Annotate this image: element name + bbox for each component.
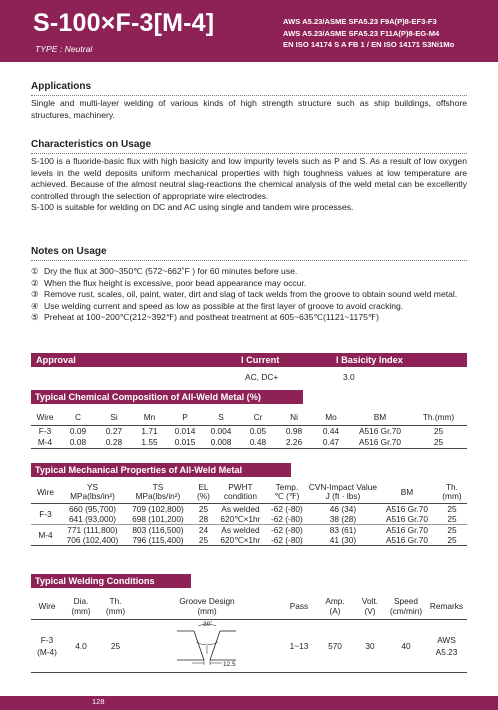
cell: 0.08 — [69, 437, 87, 447]
cell: -62 (-80) — [271, 524, 303, 535]
col-header — [386, 595, 426, 619]
page-number: 128 — [92, 697, 105, 706]
cell-line: A5.23 — [435, 646, 458, 657]
header-line: Th. — [445, 481, 458, 492]
approval-label: Approval — [36, 354, 76, 365]
cell: A516 Gr.70 — [359, 437, 401, 447]
header-line: (mm) — [105, 605, 126, 616]
cell: F-3 — [38, 426, 52, 436]
header-line: (cm/min) — [389, 605, 423, 616]
cell: 1.55 — [141, 437, 158, 447]
item-number: ④ — [31, 300, 39, 311]
wire-cell: F-3 — [39, 508, 52, 519]
col-header: C — [75, 411, 81, 422]
cell: 25 — [447, 534, 457, 545]
current-value: AC, DC+ — [245, 372, 279, 382]
spec-list — [283, 16, 454, 51]
cell: A516 Gr.70 — [385, 503, 428, 514]
basicity-label: I Basicity Index — [336, 354, 403, 365]
approval-bar — [31, 353, 467, 367]
table-row — [31, 425, 467, 437]
cell: 41 (30) — [329, 534, 357, 545]
cell: A516 Gr.70 — [359, 426, 401, 436]
table-row — [31, 437, 467, 449]
cell: 0.008 — [210, 437, 232, 447]
cell: 1.71 — [141, 426, 158, 436]
groove-diagram-cell — [132, 619, 282, 672]
col-header: S — [218, 411, 224, 422]
spec-line: EN ISO 14174 S A FB 1 / EN ISO 14171 S3Ni1Mo — [283, 40, 455, 49]
groove-diagram — [132, 620, 282, 670]
header-line: CVN-Impact Value — [308, 481, 377, 492]
cell: 28 — [198, 513, 209, 524]
col-header — [309, 482, 377, 503]
cell: 25 — [433, 426, 444, 436]
cond-title-bar — [31, 574, 191, 588]
col-header — [132, 595, 282, 619]
cond-title: Typical Welding Conditions — [35, 575, 155, 586]
usage-list — [31, 266, 467, 324]
table-row — [31, 619, 467, 672]
header-line: condition — [223, 491, 258, 502]
table-row — [31, 503, 467, 514]
header-line: (mm) — [197, 605, 217, 616]
footer-bar — [0, 696, 498, 710]
cond-header-row — [31, 595, 467, 619]
spec-line: AWS A5.23/ASME SFA5.23 F9A(P)8-EF3-F3 — [283, 17, 437, 26]
groove-angle-label: 30˚ — [203, 620, 213, 628]
col-header: Mo — [325, 411, 337, 422]
usage-item — [31, 301, 467, 313]
cell: 0.98 — [285, 426, 303, 436]
header-line: TS — [152, 481, 164, 492]
cell: 0.014 — [174, 426, 196, 436]
col-header: Cr — [253, 411, 263, 422]
cell: 0.27 — [105, 426, 123, 436]
item-number: ⑤ — [31, 312, 39, 322]
col-header — [216, 482, 265, 503]
cell: 25 — [198, 503, 209, 514]
cell: 771 (111,800) — [67, 524, 118, 535]
table-row — [31, 514, 467, 525]
cell: 25 — [110, 640, 121, 651]
cell: 620℃×1hr — [220, 513, 261, 524]
cell-line: (M-4) — [37, 646, 57, 657]
spec-line: AWS A5.23/ASME SFA5.23 F11A(P)8-EG-M4 — [283, 28, 440, 38]
cell: 38 (28) — [329, 513, 357, 524]
cell: 0.28 — [105, 437, 123, 447]
table-row — [31, 535, 467, 546]
cell: -62 (-80) — [271, 503, 303, 514]
cell: 40 — [401, 640, 411, 651]
usage-item — [31, 278, 467, 290]
item-number: ② — [31, 277, 39, 288]
cell: 706 (102,400) — [66, 534, 119, 545]
header-line: Volt. — [361, 596, 379, 607]
table-row — [31, 524, 467, 535]
col-header — [437, 482, 467, 503]
cell: 0.004 — [210, 426, 232, 436]
header-line: YS — [86, 481, 99, 492]
header-line: Amp. — [325, 596, 345, 607]
cell: 25 — [447, 503, 457, 514]
characteristics-paragraph: S-100 is a fluoride-basic flux with high basicity and low impurity levels such as P and S. As a result of low oxygen levels in the weld deposits uniform mechanical properties with high toughness values at low temperature are achieved. Because of the almost neutral slag-reactions the chemical analysis of the weld metal can be excellently controlled through the selection of appropriate wire electrodes. — [31, 156, 467, 201]
cell: 0.05 — [249, 426, 267, 436]
cell: 570 — [328, 640, 342, 651]
characteristics-text — [31, 156, 467, 214]
chem-header-row — [31, 410, 467, 425]
mech-title-bar — [31, 463, 291, 477]
header-line: Th. — [109, 596, 122, 607]
cell: 0.47 — [322, 437, 340, 447]
cell: As welded — [221, 503, 260, 514]
cell: 25 — [198, 534, 209, 545]
item-number: ① — [31, 266, 39, 276]
cell: 30 — [365, 640, 375, 651]
item-text: When the flux height is excessive, poor bead appearance may occur. — [44, 277, 307, 288]
applications-rule — [31, 95, 467, 96]
cell: 0.015 — [174, 437, 196, 447]
mech-header-row — [31, 482, 467, 503]
cell: 4.0 — [75, 640, 87, 651]
col-header — [63, 595, 99, 619]
wire-cell: M-4 — [38, 529, 53, 540]
header-line: J (ft · lbs) — [325, 491, 361, 502]
cell: 709 (102,800) — [132, 503, 184, 514]
header-line: (mm) — [71, 605, 91, 616]
col-header — [125, 482, 191, 503]
header-line: (%) — [196, 491, 210, 502]
col-header — [60, 482, 125, 503]
col-header: Th.(mm) — [422, 411, 455, 422]
header-line: MPa(lbs/in²) — [135, 491, 181, 502]
col-header — [99, 595, 132, 619]
cell: A516 Gr.70 — [385, 524, 428, 535]
col-header: BM — [400, 486, 414, 497]
applications-heading: Applications — [31, 81, 92, 92]
cell: -62 (-80) — [271, 513, 303, 524]
col-header: Remarks — [429, 601, 464, 611]
product-title: S-100×F-3[M-4] — [33, 9, 215, 37]
col-header: Pass — [289, 601, 309, 611]
item-text: Use welding current and speed as low as possible at the first layer of groove to avoid cracking. — [44, 300, 404, 311]
cell: -62 (-80) — [271, 534, 303, 545]
col-header: Wire — [36, 486, 55, 497]
cell: 0.09 — [69, 426, 87, 436]
col-header: Wire — [36, 411, 54, 422]
groove-dimension-label: 12.5 — [223, 660, 236, 668]
product-type: TYPE : Neutral — [35, 44, 93, 54]
cell: 1~13 — [289, 640, 309, 651]
header-line: EL — [198, 481, 209, 492]
cell: M-4 — [37, 437, 53, 447]
col-header: Wire — [38, 601, 56, 611]
current-label: I Current — [241, 354, 280, 365]
cell: 0.48 — [249, 437, 267, 447]
header-line: ℃ (℉) — [274, 491, 300, 502]
item-number: ③ — [31, 289, 39, 299]
basicity-value: 3.0 — [343, 372, 355, 382]
col-header: Si — [110, 411, 118, 422]
header-banner — [0, 0, 498, 62]
cond-table — [31, 595, 467, 673]
col-header: BM — [373, 411, 387, 422]
characteristics-paragraph: S-100 is suitable for welding on DC and AC using single and tandem wire processes. — [31, 202, 354, 212]
header-line: (A) — [329, 605, 341, 616]
cell: 620℃×1hr — [220, 534, 261, 545]
header-line: Groove Design — [179, 596, 235, 607]
cell: 46 (34) — [329, 503, 357, 514]
cell: 641 (93,000) — [68, 513, 116, 524]
cell: 698 (101,200) — [132, 513, 184, 524]
col-header — [354, 595, 386, 619]
cell-line: AWS — [437, 634, 456, 645]
cell: A516 Gr.70 — [385, 534, 428, 545]
cell — [426, 619, 467, 672]
cell: 0.44 — [322, 426, 340, 436]
characteristics-rule — [31, 153, 467, 154]
header-line: MPa(lbs/in²) — [70, 491, 115, 502]
usage-item — [31, 289, 467, 301]
cell: 83 (61) — [329, 524, 357, 535]
item-text: Remove rust, scales, oil, paint, water, dirt and slag of tack welds from the groove to obtain sound weld metal. — [44, 289, 458, 299]
cell: 803 (116,500) — [132, 524, 184, 535]
chem-table — [31, 410, 467, 449]
cell: 2.26 — [285, 437, 303, 447]
col-header — [265, 482, 309, 503]
header-line: (mm) — [442, 491, 462, 502]
cell: 24 — [198, 524, 209, 535]
cell-line: F-3 — [40, 634, 54, 645]
header-line: Dia. — [73, 596, 89, 607]
cell: 25 — [447, 524, 457, 535]
col-header — [316, 595, 354, 619]
header-line: PWHT — [228, 481, 253, 492]
mech-title: Typical Mechanical Properties of All-Weld Metal — [35, 464, 243, 475]
col-header: Ni — [290, 411, 298, 422]
header-line: (V) — [364, 605, 376, 616]
usage-item — [31, 312, 467, 324]
item-text: Dry the flux at 300~350℃ (572~662˚F ) for 60 minutes before use. — [44, 266, 298, 276]
cell — [31, 619, 63, 672]
usage-rule — [31, 260, 467, 261]
characteristics-heading: Characteristics on Usage — [31, 139, 152, 150]
header-line: Speed — [394, 596, 418, 607]
item-text: Preheat at 100~200℃(212~392℉) and postheat treatment at 605~635℃(1121~1175℉) — [44, 312, 379, 322]
chem-title-bar — [31, 390, 303, 404]
cell: 25 — [433, 437, 444, 447]
usage-heading: Notes on Usage — [31, 246, 107, 257]
cell: As welded — [221, 524, 260, 535]
applications-text: Single and multi-layer welding of various kinds of high strength structure such as ship buildings, offshore structures, machinery. — [31, 98, 467, 120]
cell: 796 (115,400) — [132, 534, 184, 545]
cell: 25 — [447, 513, 457, 524]
header-line: Temp. — [275, 481, 299, 492]
col-header: P — [182, 411, 188, 422]
mech-table — [31, 482, 467, 546]
cell: A516 Gr.70 — [385, 513, 428, 524]
cell: 660 (95,700) — [68, 503, 116, 514]
chem-title: Typical Chemical Composition of All-Weld Metal (%) — [35, 391, 261, 402]
col-header: Mn — [143, 411, 156, 422]
col-header — [191, 482, 216, 503]
usage-item — [31, 266, 467, 278]
